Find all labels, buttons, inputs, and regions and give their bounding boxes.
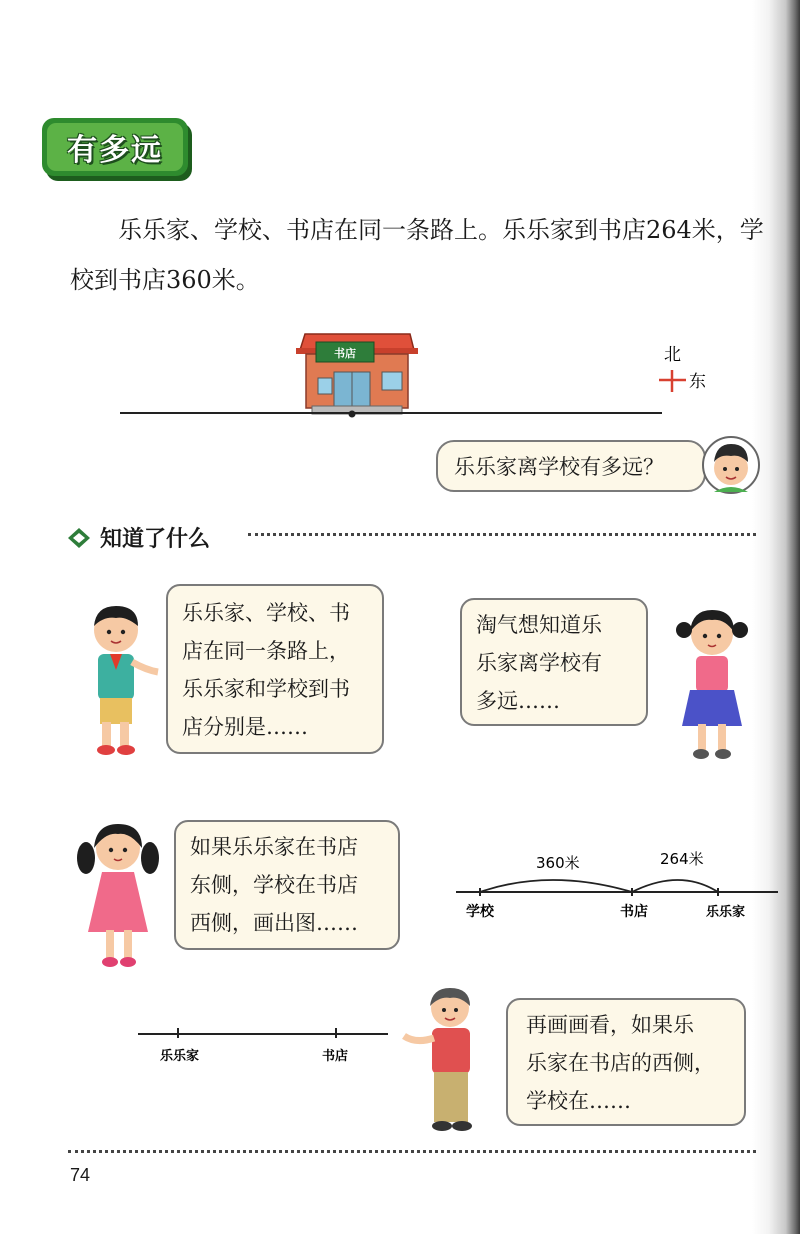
compass-east-label: 东	[689, 372, 706, 392]
bottom-divider	[68, 1150, 756, 1153]
boy-avatar	[700, 434, 762, 496]
compass-north-label: 北	[664, 345, 681, 365]
problem-text: 乐乐家、学校、书店在同一条路上。乐乐家到书店264米，学校到书店360米。	[70, 216, 764, 294]
question-text: 乐乐家离学校有多远？	[454, 455, 664, 479]
store-building	[296, 334, 418, 414]
page-number: 74	[70, 1165, 91, 1185]
teacher-speech-bubble	[506, 998, 746, 1126]
question-bubble	[436, 440, 706, 492]
street-scene	[0, 320, 800, 430]
distance-diagram-1	[450, 840, 780, 930]
store-sign-text: 书店	[334, 347, 356, 360]
distance-diagram-2	[136, 1022, 396, 1072]
section-divider	[248, 533, 756, 536]
compass-icon	[659, 370, 686, 392]
boy-figure	[74, 600, 160, 760]
diagram2-home-label: 乐乐家	[160, 1049, 200, 1064]
boy-speech-text: 乐乐家、学校、书 店在同一条路上， 乐乐家和学校到书 店分别是……	[182, 601, 350, 739]
section-heading-text: 知道了什么	[100, 527, 211, 552]
girl-left-figure	[72, 818, 164, 976]
girl-right-figure	[668, 604, 758, 764]
girl-right-speech-text: 淘气想知道乐 乐家离学校有 多远……	[476, 613, 602, 713]
title-badge	[42, 118, 188, 176]
book-spine-shadow	[752, 0, 800, 1234]
section-heading	[66, 522, 210, 553]
boy-speech-bubble	[166, 584, 384, 754]
teacher-figure	[398, 984, 498, 1134]
dist-school-store-label: 360米	[536, 854, 580, 872]
diamond-icon	[66, 526, 92, 550]
home-label: 乐乐家	[706, 905, 746, 920]
store-label: 书店	[620, 904, 648, 920]
diagram2-store-label: 书店	[322, 1049, 349, 1064]
school-label: 学校	[466, 904, 494, 920]
girl-left-speech-text: 如果乐乐家在书店 东侧，学校在书店 西侧，画出图……	[190, 835, 358, 935]
girl-left-speech-bubble	[174, 820, 400, 950]
dist-store-home-label: 264米	[660, 850, 704, 868]
store-point	[349, 411, 356, 418]
teacher-speech-text: 再画画看，如果乐 乐家在书店的西侧， 学校在……	[526, 1013, 715, 1113]
page-title: 有多远	[67, 133, 163, 168]
girl-right-speech-bubble	[460, 598, 648, 726]
